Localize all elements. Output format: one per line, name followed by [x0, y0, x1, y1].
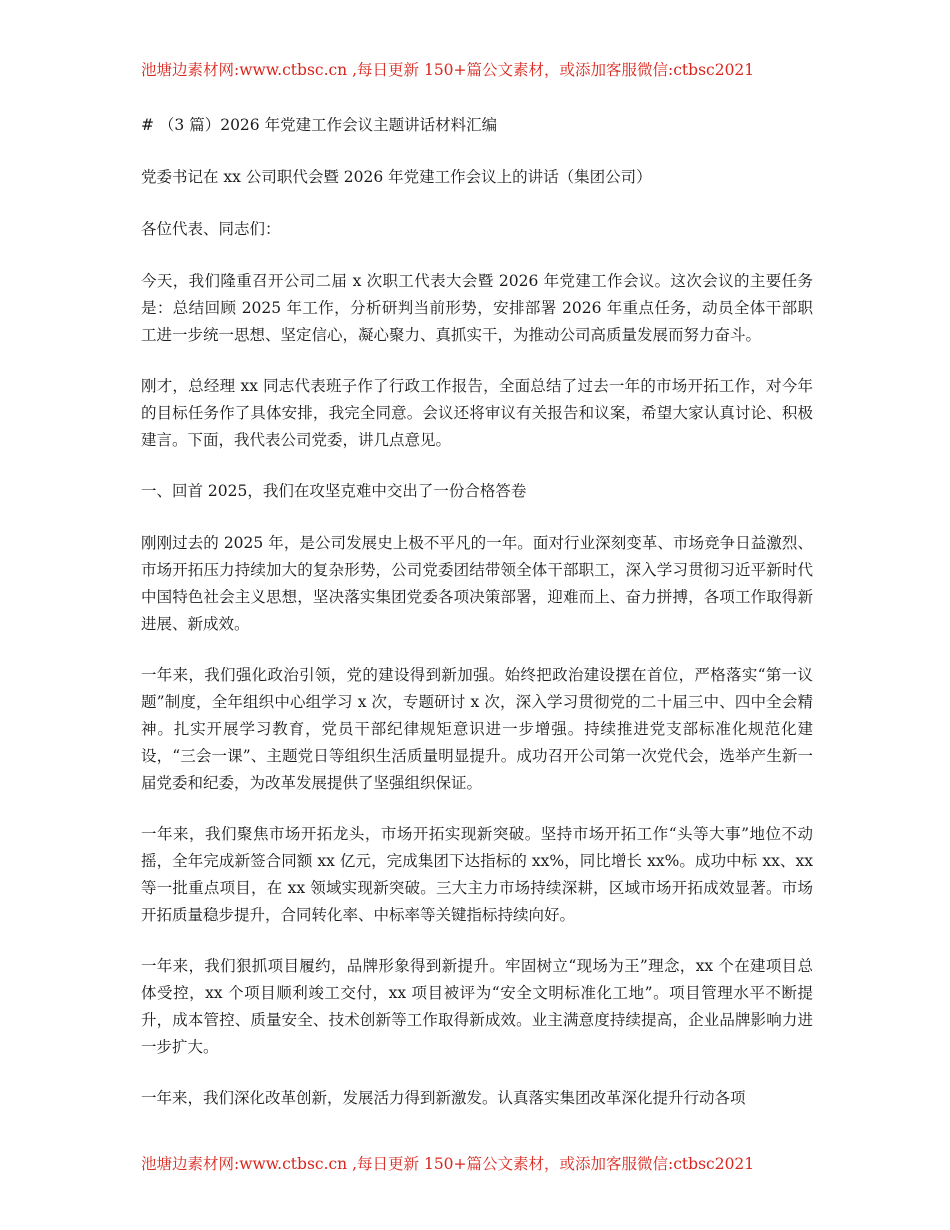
- salutation: 各位代表、同志们：: [141, 220, 281, 238]
- paragraph: 今天，我们隆重召开公司二届 x 次职工代表大会暨 2026 年党建工作会议。这次会议的主要任务是：总结回顾 2025 年工作，分析研判当前形势，安排部署 2026 年重点任务，动员全体干部职工进一步统一思想、坚定信心，凝心聚力、真抓实干，为推动公司高质量发展而努力奋斗。: [141, 272, 813, 344]
- paragraph: 一年来，我们深化改革创新，发展活力得到新激发。认真落实集团改革深化提升行动各项: [141, 1089, 746, 1107]
- watermark-footer: 池塘边素材网:www.ctbsc.cn ,每日更新 150+篇公文素材，或添加客服微信:ctbsc2021: [141, 1155, 755, 1173]
- paragraph: 刚刚过去的 2025 年，是公司发展史上极不平凡的一年。面对行业深刻变革、市场竞争日益激烈、市场开拓压力持续加大的复杂形势，公司党委团结带领全体干部职工，深入学习贯彻习近平新时代中国特色社会主义思想，坚决落实集团党委各项决策部署，迎难而上、奋力拼搏，各项工作取得新进展、新成效。: [141, 534, 813, 633]
- document-heading: # （3 篇）2026 年党建工作会议主题讲话材料汇编: [141, 116, 498, 134]
- document-subtitle: 党委书记在 xx 公司职代会暨 2026 年党建工作会议上的讲话（集团公司）: [141, 168, 652, 186]
- section-heading: 一、回首 2025，我们在攻坚克难中交出了一份合格答卷: [141, 482, 527, 500]
- paragraph: 一年来，我们强化政治引领，党的建设得到新加强。始终把政治建设摆在首位，严格落实“第一议题”制度，全年组织中心组学习 x 次，专题研讨 x 次，深入学习贯彻党的二十届三中、四中全会精神。扎实开展学习教育，党员干部纪律规矩意识进一步增强。持续推进党支部标准化规范化建设，“三会一课”、主题党日等组织生活质量明显提升。成功召开公司第一次党代会，选举产生新一届党委和纪委，为改革发展提供了坚强组织保证。: [141, 666, 813, 792]
- watermark-header: 池塘边素材网:www.ctbsc.cn ,每日更新 150+篇公文素材，或添加客服微信:ctbsc2021: [141, 61, 755, 79]
- document-body: [141, 112, 813, 1136]
- paragraph: 刚才，总经理 xx 同志代表班子作了行政工作报告，全面总结了过去一年的市场开拓工作，对今年的目标任务作了具体安排，我完全同意。会议还将审议有关报告和议案，希望大家认真讨论、积极建言。下面，我代表公司党委，讲几点意见。: [141, 377, 813, 449]
- paragraph: 一年来，我们狠抓项目履约，品牌形象得到新提升。牢固树立“现场为王”理念，xx 个在建项目总体受控，xx 个项目顺利竣工交付，xx 项目被评为“安全文明标准化工地”。项目管理水平不断提升，成本管控、质量安全、技术创新等工作取得新成效。业主满意度持续提高，企业品牌影响力进一步扩大。: [141, 957, 813, 1056]
- paragraph: 一年来，我们聚焦市场开拓龙头，市场开拓实现新突破。坚持市场开拓工作“头等大事”地位不动摇，全年完成新签合同额 xx 亿元，完成集团下达指标的 xx%，同比增长 xx%。成功中标 xx、xx 等一批重点项目，在 xx 领域实现新突破。三大主力市场持续深耕，区域市场开拓成效显著。市场开拓质量稳步提升，合同转化率、中标率等关键指标持续向好。: [141, 825, 813, 924]
